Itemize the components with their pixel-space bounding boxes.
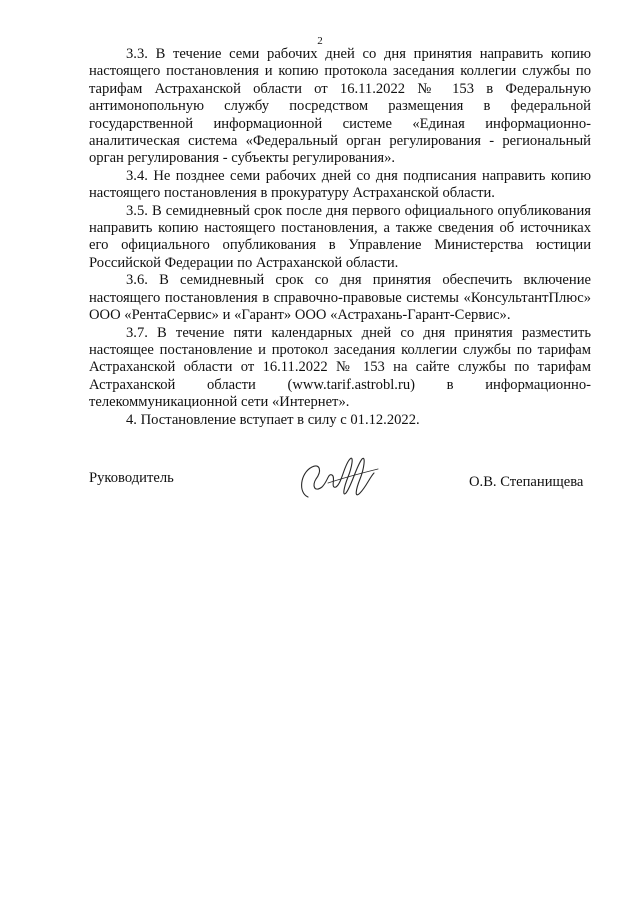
signature-block xyxy=(89,470,591,510)
page-number: 2 xyxy=(317,35,323,47)
signer-name: О.В. Степанищева xyxy=(469,474,584,490)
paragraph-3-5: 3.5. В семидневный срок после дня первого официального опубликования направить копию настоящего постановления, а также сведения об источниках его официального опубликования в Управление Министерства юстиции Российской Федерации по Астраханской области. xyxy=(89,202,591,271)
paragraph-3-7: 3.7. В течение пяти календарных дней со дня принятия разместить настоящее постановление и протокол заседания коллегии службы по тарифам Астраханской области от 16.11.2022 № 153 на сайте службы по тарифам Астраханской области (www.tarif.astrobl.ru) в информационно-телекоммуникационной сети «Интернет». xyxy=(89,324,591,411)
paragraph-4: 4. Постановление вступает в силу с 01.12.2022. xyxy=(126,411,420,428)
paragraph-3-6: 3.6. В семидневный срок со дня принятия обеспечить включение настоящего постановления в справочно-правовые системы «КонсультантПлюс» ООО «РентаСервис» и «Гарант» ООО «Астрахань-Гарант-Сервис». xyxy=(89,272,591,324)
handwritten-signature xyxy=(294,453,384,505)
paragraph-3-4: 3.4. Не позднее семи рабочих дней со дня подписания направить копию настоящего постановления в прокуратуру Астраханской области. xyxy=(89,167,591,202)
signer-title: Руководитель xyxy=(89,470,174,486)
paragraph-3-3: 3.3. В течение семи рабочих дней со дня принятия направить копию настоящего постановления и копию протокола заседания коллегии службы по тарифам Астраханской области от 16.11.2022 № 153 в Федеральную антимонопольную службу посредством размещения в федеральной государственной информационной системе «Единая информационно-аналитическая система «Федеральный орган регулирования - региональный орган регулирования - субъекты регулирования». xyxy=(89,46,591,167)
document-body xyxy=(89,46,591,429)
